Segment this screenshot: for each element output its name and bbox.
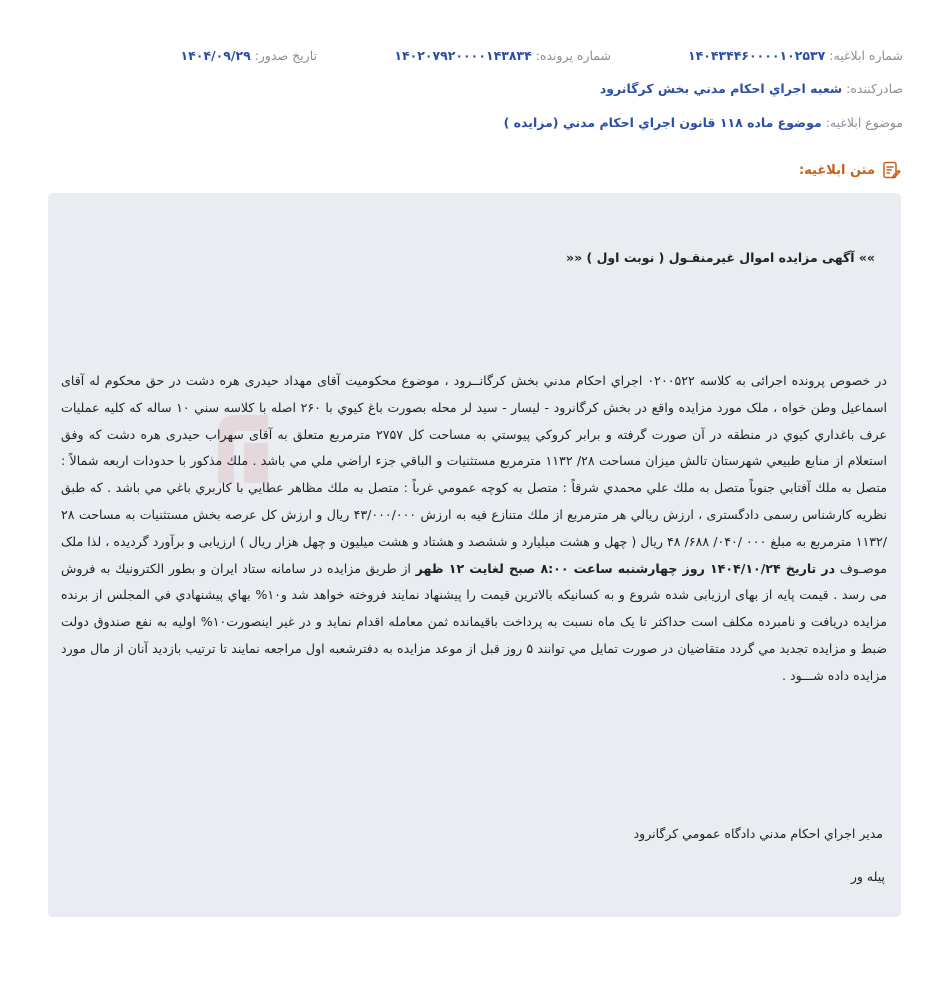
notice-text-heading-label: متن ابلاغيه: [798,162,875,178]
notice-meta-row [36,48,903,66]
notice-number [688,48,903,63]
subject-value: موضوع ماده ۱۱۸ قانون اجراي احكام مدني (مزايده ) [503,115,822,130]
issuer-label: صادرکننده: [846,81,903,96]
notice-text-heading [799,160,901,180]
announcement-auction-date: در تاریخ ۱۴۰۴/۱۰/۲۴ روز چهارشنبه ساعت ۸:۰۰ صبح لغايت ۱۲ ظهر [415,560,836,576]
subject-line [504,115,903,130]
issuer-value: شعبه اجراي احكام مدني بخش كرگانرود [599,81,843,96]
signer-name: پيله ور [850,869,885,884]
notice-text-panel [48,193,901,917]
document-edit-icon [881,160,901,180]
issue-date-value: ۱۴۰۴/۰۹/۲۹ [180,48,251,63]
announcement-title: »» آگهی مزايده اموال غيرمنقـول ( نوبت اول ) «« [566,250,875,265]
notice-number-value: ۱۴۰۴۳۴۴۶۰۰۰۰۱۰۲۵۳۷ [687,48,826,63]
case-number [394,48,611,63]
issue-date-label: تاریخ صدور: [254,48,317,63]
announcement-body-part1: در خصوص پرونده اجرائی به کلاسه ۰۲۰۰۵۲۲ اجراي احكام مدني بخش كرگانــرود ، موضوع محکومیت آقای مهداد حیدری هره دشت در حق محکوم له آقای اسماعیل وطن خواه ، ملک مورد مزایده واقع در بخش کرگانرود - لیسار - سید لر محله بصورت باغ کیوي با ۲۶۰ اصله با کلاسه سني ۱۰ ساله که كليه عمليات عرف باغداري كيوي در منطقه در آن صورت گرفته و برابر كروكي پيوستي به مساحت کل ۲۷۵۷ مترمربع متعلق به آقای سهراب حیدری هره دشت که وفق استعلام از منابع طبيعي شهرستان تالش ميزان مساحت ۲۸/ ۱۱۳۲ مترمربع مستثنيات و الباقي جزء اراضي ملي مي باشد . ملك مذكور با حدودات اربعه شمالاً : متصل به ملك آفتابي جنوباً متصل به ملك علي محمدي شرقاً : متصل به كوچه عمومي غرباً : متصل به ملك مظاهر عطايي با كاربري باغي مي باشد . که طبق نظریه کارشناس رسمی دادگستری ، ارزش ريالي هر مترمربع از ملك متنازع فيه به ارزش ۴۳/۰۰۰/۰۰۰ ريال و ارزش كل عرصه بخش مستثنيات به مساحت ۲۸ /۱۱۳۲ مترمربع به مبلغ ۰۰۰ /۰۴۰/ ۶۸۸/ ۴۸ ريال ( چهل و هشت ميليارد و ششصد و هشتاد و هشت ميليون و چهل هزار ريال ) ارزیابی و برآورد گرديده ، لذا ملک موصـوف [61,373,888,576]
case-number-value: ۱۴۰۲۰۷۹۲۰۰۰۰۱۴۳۸۳۴ [394,48,532,63]
issue-date [181,48,317,63]
issuer-line [600,81,903,96]
notice-number-label: شماره ابلاغيه: [829,48,903,63]
case-number-label: شماره پرونده: [535,48,611,63]
announcement-body-part2: از طریق مزایده در سامانه ستاد ايران و بطور الكترونيك به فروش می رسد . قیمت پایه از بهای ارزیابی شده شروع و به کسانیکه بالاترین قیمت را پیشنهاد نمایند فروخته خواهد شد و۱۰% بهاي پيشنهادي في المجلس از برنده مزايده دريافت و نامبرده مكلف است حداكثر تا یک ماه نسبت به پرداخت باقیمانده ثمن معامله اقدام نمايد و در غير اينصورت۱۰% اوليه به نفع صندوق دولت ضبط و مزايده تجديد مي گردد متقاضيان در صورت تمايل مي توانند ۵ روز قبل از موعد مزايده به دفترشعبه اول مراجعه نمايند تا ترتیب بازدید آنان از مال مورد مزايده داده شـــود . [61,560,888,683]
announcement-body [61,368,887,690]
signer-title: مدير اجراي احكام مدني دادگاه عمومي كرگانرود [633,826,883,841]
subject-label: موضوع ابلاغيه: [825,115,903,130]
